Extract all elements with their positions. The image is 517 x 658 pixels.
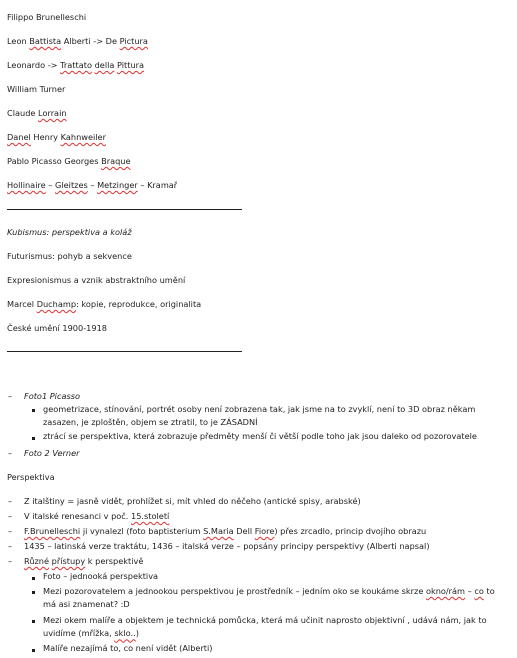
perspektiva-subitem-4: Malíře nezajímá to, co není vidět (Alberti) (43, 643, 213, 653)
text-run: della (94, 60, 115, 70)
text-run: Fiore (254, 526, 275, 536)
text-run: Různé (24, 556, 50, 566)
artist-name-line (7, 108, 67, 118)
perspektiva-subitem-2 (43, 585, 503, 612)
text-line: zasazen, je zploštěn, objem se ztratil, to je ZÁSADNÍ (43, 417, 258, 428)
text-run: Pictura (119, 36, 148, 46)
dash-bullet: – (8, 556, 13, 566)
text-run: k perspektivě (85, 556, 144, 566)
dash-bullet: – (8, 448, 13, 458)
text-run: Braque (101, 156, 131, 166)
text-run: – (465, 586, 475, 596)
text-run: Battista (29, 36, 62, 46)
artist-name-line (7, 132, 106, 142)
perspektiva-item-1: Z italštiny = jasně vidět, prohlížet si, mít vhled do něčeho (antické spisy, arabské) (24, 496, 361, 506)
text-run: Alberti -> De (61, 36, 120, 46)
perspektiva-item-3 (24, 526, 426, 536)
text-run: V italské renesanci v poč. (24, 511, 131, 521)
text-run: Mezi pozorovatelem a jednookou perspektivou je prostředník – jedním oko se koukáme skrze (43, 586, 426, 596)
text-run: – (45, 180, 56, 190)
perspektiva-item-4: 1435 – latinská verze traktátu, 1436 – italská verze – popsány principy perspektivy (Alberti napsal) (24, 541, 430, 551)
dash-bullet: – (8, 496, 13, 506)
text-run: Danel (7, 132, 31, 142)
text-run: přístupy (51, 556, 86, 566)
text-run: Kahnweiler (60, 132, 106, 142)
text-run: České umění 1900-1918 (7, 323, 108, 333)
artist-name-line (7, 12, 86, 22)
dash-bullet: – (8, 541, 13, 551)
text-run: Futurismus: pohyb a sekvence (7, 251, 132, 261)
foto1-title: Foto1 Picasso (24, 391, 81, 401)
text-run: ) (135, 628, 139, 639)
square-bullet-icon (32, 409, 35, 412)
text-run: Kubismus: perspektiva a koláž (7, 227, 132, 237)
perspektiva-subitem-1: Foto – jednooká perspektiva (43, 571, 159, 581)
perspektiva-item-2 (24, 511, 169, 521)
text-run: Pablo Picasso Georges (7, 156, 102, 166)
text-run: Duchamp (36, 299, 77, 309)
text-run: 15.století (131, 511, 170, 521)
topic-line (7, 275, 185, 285)
square-bullet-icon (32, 437, 35, 440)
artist-name-line (7, 84, 65, 94)
text-line: Mezi okem malíře a objektem je technická pomůcka, která má učinit naprosto objektivní , udává nám, jak to (43, 615, 487, 625)
text-line: má asi znamenat? :D (43, 599, 130, 610)
perspektiva-heading: Perspektiva (7, 472, 55, 482)
text-run: S.Maria (203, 526, 234, 536)
artist-name-line (7, 36, 148, 46)
horizontal-rule (7, 209, 242, 210)
artist-name-line (7, 60, 144, 70)
text-run: ji vynalezl (foto baptisterium (80, 526, 204, 536)
square-bullet-icon (32, 620, 35, 623)
text-run: F.Brunelleschi (24, 526, 81, 536)
text-run: Claude (7, 108, 39, 118)
topic-line (7, 299, 201, 309)
text-run: Lorrain (38, 108, 67, 118)
text-run: Gleitzes (55, 180, 88, 190)
perspektiva-subitem-3 (43, 614, 503, 641)
text-run: Metzinger (97, 180, 138, 190)
text-run: : kopie, reprodukce, originalita (76, 299, 202, 309)
text-run: Pittura (117, 60, 145, 70)
perspektiva-item-5 (24, 556, 143, 566)
text-run: Expresionismus a vznik abstraktního umění (7, 275, 186, 285)
text-run: Hollinaire (7, 180, 46, 190)
text-line: geometrizace, stínování, portrét osoby není zobrazena tak, jak jsme na to zvyklí, není to 3D obraz někam (43, 404, 476, 414)
text-run: Dell (233, 526, 255, 536)
text-run: – (87, 180, 98, 190)
artist-name-line (7, 156, 131, 166)
text-run: co (474, 586, 484, 596)
foto1-bullet-2: ztrácí se perspektiva, která zobrazuje předměty menší či větší podle toho jak jsou daleko od pozorovatele (43, 431, 477, 441)
artist-name-line (7, 180, 177, 190)
square-bullet-icon (32, 591, 35, 594)
horizontal-rule (7, 351, 242, 352)
dash-bullet: – (8, 526, 13, 536)
topic-line (7, 323, 107, 333)
text-run: uvidíme (mřížka, (43, 628, 115, 639)
square-bullet-icon (32, 577, 35, 580)
text-run: Marcel (7, 299, 37, 309)
text-run: to (483, 586, 495, 596)
text-run: William Turner (7, 84, 66, 94)
text-run: Leon (7, 36, 30, 46)
dash-bullet: – (8, 511, 13, 521)
text-run: – Kramař (137, 180, 178, 190)
text-run: okno/rám (425, 586, 466, 596)
topic-line (7, 251, 132, 261)
topic-line (7, 227, 132, 237)
text-run: Leonardo -> (7, 60, 61, 70)
text-run: Filippo Brunelleschi (7, 12, 87, 22)
text-run: Henry (30, 132, 61, 142)
foto1-bullet-1 (43, 403, 503, 430)
text-run: Trattato (60, 60, 92, 70)
text-run: ) přes zrcadlo, princip dvojího obrazu (274, 526, 427, 536)
dash-bullet: – (8, 391, 13, 401)
text-run: sklo.. (114, 628, 136, 639)
square-bullet-icon (32, 649, 35, 652)
foto2-title: Foto 2 Verner (24, 448, 80, 458)
